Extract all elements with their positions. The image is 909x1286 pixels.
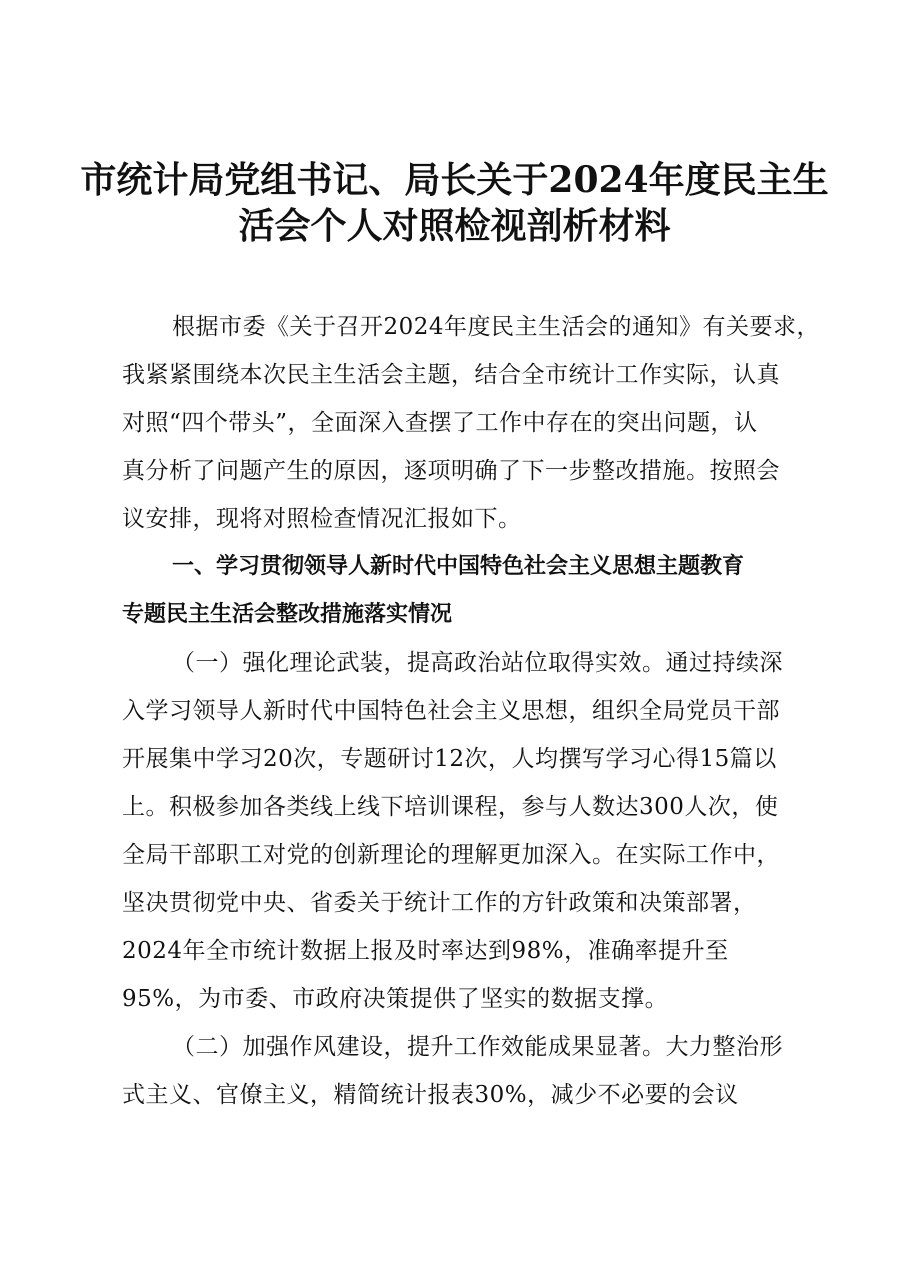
intro-line-4: 真分析了问题产生的原因，逐项明确了下一步整改措施。按照会 (122, 458, 780, 484)
subsection-1-line-2: 入学习领导人新时代中国特色社会主义思想，组织全局党员干部 (122, 698, 780, 724)
section-1-heading-line-2: 专题民主生活会整改措施落实情况 (122, 602, 453, 627)
subsection-1-line-4: 上。积极参加各类线上线下培训课程，参与人数达300人次，使 (122, 794, 779, 820)
subsection-1-line-5: 全局干部职工对党的创新理论的理解更加深入。在实际工作中， (122, 842, 780, 868)
subsection-1-line-3: 开展集中学习20次，专题研讨12次，人均撰写学习心得15篇以 (122, 746, 777, 772)
subsection-2-line-2: 式主义、官僚主义，精简统计报表30%，减少不必要的会议 (122, 1082, 739, 1108)
subsection-1-line-8: 95%，为市委、市政府决策提供了坚实的数据支撑。 (122, 986, 669, 1012)
subsection-2-line-1: （二）加强作风建设，提升工作效能成果显著。大力整治形 (172, 1034, 783, 1060)
document-title-line-2: 活会个人对照检视剖析材料 (238, 205, 671, 247)
document-title-line-1: 市统计局党组书记、局长关于2024年度民主生 (80, 159, 829, 201)
intro-line-3: 对照“四个带头”，全面深入查摆了工作中存在的突出问题，认 (122, 410, 758, 436)
intro-line-1: 根据市委《关于召开2024年度民主生活会的通知》有关要求， (172, 314, 821, 340)
intro-line-2: 我紧紧围绕本次民主生活会主题，结合全市统计工作实际，认真 (122, 362, 780, 388)
section-1-heading-line-1: 一、学习贯彻领导人新时代中国特色社会主义思想主题教育 (172, 554, 745, 579)
subsection-1-line-6: 坚决贯彻党中央、省委关于统计工作的方针政策和决策部署， (122, 890, 757, 916)
subsection-1-line-7: 2024年全市统计数据上报及时率达到98%，准确率提升至 (122, 938, 729, 964)
intro-line-5: 议安排，现将对照检查情况汇报如下。 (122, 506, 522, 532)
subsection-1-line-1: （一）强化理论武装，提高政治站位取得实效。通过持续深 (172, 650, 783, 676)
